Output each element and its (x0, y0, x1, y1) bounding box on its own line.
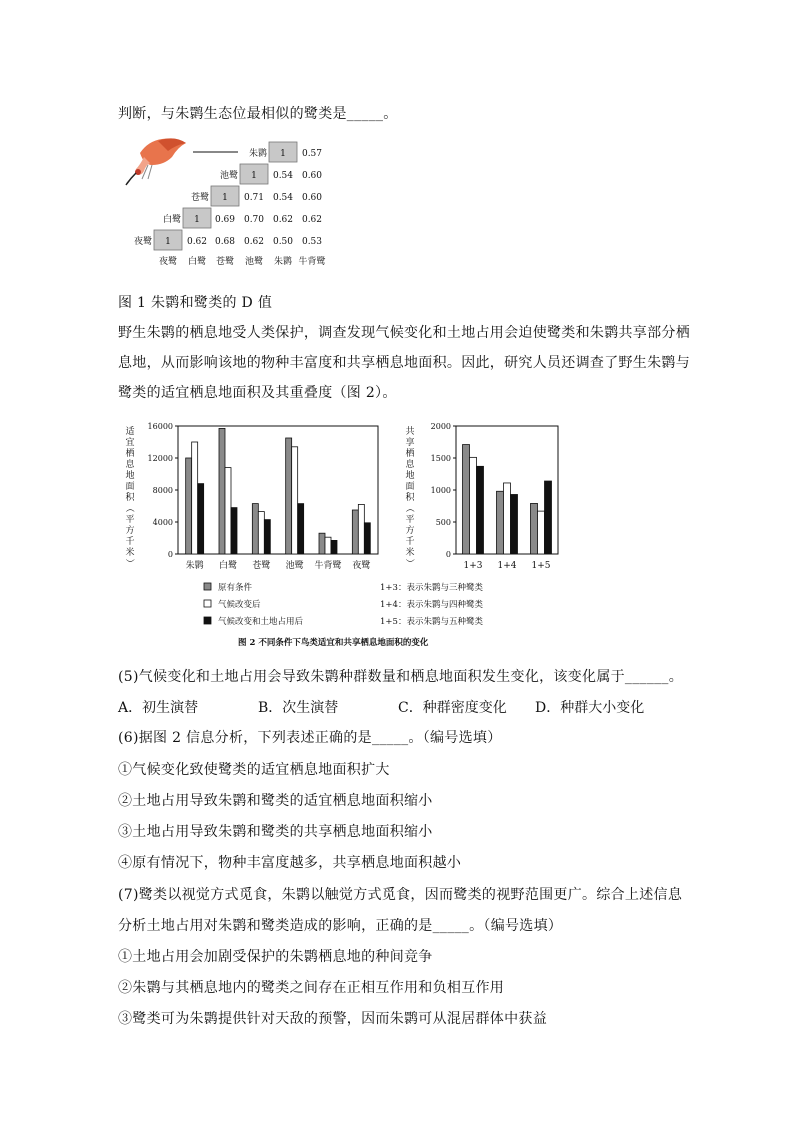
row-label: 白鹭 (162, 215, 181, 225)
d-value: 0.70 (243, 215, 265, 225)
bar (497, 491, 504, 554)
d-value: 0.60 (301, 193, 323, 203)
x-tick-label: 1+4 (497, 561, 517, 571)
y-axis-label-char: 息 (125, 460, 135, 470)
bar (331, 540, 337, 554)
q7-item-3: ③鹭类可为朱鹮提供针对天敌的预警，因而朱鹮可从混居群体中获益 (118, 1011, 547, 1027)
figure2 (118, 416, 568, 656)
q7-item-2: ②朱鹮与其栖息地内的鹭类之间存在正相互作用和负相互作用 (118, 980, 505, 996)
q6-item-4: ④原有情况下，物种丰富度越多，共享栖息地面积越小 (118, 855, 462, 871)
y-axis-label-char: 栖 (125, 449, 135, 459)
col-label: 朱鹮 (273, 257, 293, 267)
d-value: 0.62 (301, 215, 323, 225)
y-axis-label-char: 地 (405, 471, 415, 481)
x-tick-label: 夜鹭 (352, 561, 371, 571)
q5-option-c[interactable]: C．种群密度变化 (398, 700, 507, 716)
bar (545, 481, 552, 554)
d-value: 0.53 (301, 237, 323, 247)
y-tick-label: 500 (435, 518, 451, 527)
y-axis-label-char: （ (124, 503, 134, 513)
x-tick-label: 1+3 (463, 561, 483, 571)
q5-option-d[interactable]: D．种群大小变化 (535, 700, 645, 716)
figure2-svg (118, 416, 568, 656)
bar (463, 445, 470, 554)
y-axis-label-char: 面 (125, 482, 135, 492)
d-value: 0.71 (243, 193, 265, 203)
plot-frame (178, 426, 378, 554)
d-value: 0.68 (214, 237, 236, 247)
q6-stem: (6)据图 2 信息分析，下列表述正确的是_____。（编号选填） (118, 730, 502, 746)
legend-swatch (204, 617, 211, 624)
d-value: 1 (194, 215, 200, 225)
legend-label: 气候改变和土地占用后 (218, 617, 304, 627)
bar (292, 447, 298, 554)
bar-chart-2 (404, 422, 558, 571)
x-tick-label: 朱鹮 (185, 561, 204, 571)
y-axis-label-char: 千 (125, 537, 135, 547)
col-label: 夜鹭 (158, 257, 178, 267)
d-value: 0.54 (272, 171, 294, 181)
bar (264, 520, 270, 554)
bar (470, 457, 477, 554)
figure1-svg (118, 135, 358, 275)
q7-stem-2: 分析土地占用对朱鹮和鹭类造成的影响，正确的是_____。（编号选填） (118, 918, 563, 934)
q6-item-1: ①气候变化致使鹭类的适宜栖息地面积扩大 (118, 762, 390, 778)
legend-note: 1+3：表示朱鹮与三种鹭类 (380, 583, 483, 593)
legend-swatch (204, 600, 211, 607)
legend-label: 原有条件 (218, 583, 253, 593)
y-axis-label-char: 共 (405, 427, 415, 437)
bar (352, 510, 358, 554)
bar (511, 494, 518, 554)
y-axis-label-char: 积 (125, 493, 135, 503)
d-value: 1 (165, 237, 171, 247)
para-line-1: 野生朱鹮的栖息地受人类保护，调查发现气候变化和土地占用会迫使鹭类和朱鹮共享部分栖 (118, 325, 690, 341)
para-line-3: 鹭类的适宜栖息地面积及其重叠度（图 2）。 (118, 385, 397, 401)
bar (538, 511, 545, 554)
y-tick-label: 4000 (152, 518, 173, 527)
d-value: 0.57 (301, 149, 323, 159)
col-label: 池鹭 (244, 257, 264, 267)
y-axis-label-char: ） (124, 558, 134, 568)
y-tick-label: 1000 (430, 486, 451, 495)
y-axis-label-char: 米 (405, 548, 415, 558)
q5-option-a[interactable]: A．初生演替 (118, 700, 199, 716)
x-tick-label: 1+5 (531, 561, 551, 571)
bar (364, 523, 370, 554)
d-value: 0.50 (272, 237, 294, 247)
y-tick-label: 2000 (430, 422, 451, 431)
d-value: 0.54 (272, 193, 294, 203)
d-value: 0.62 (243, 237, 265, 247)
q6-item-2: ②土地占用导致朱鹮和鹭类的适宜栖息地面积缩小 (118, 793, 433, 809)
y-axis-label-char: 地 (125, 471, 135, 481)
bar (252, 504, 258, 554)
legend-note: 1+5：表示朱鹮与五种鹭类 (380, 617, 483, 627)
intro-line: 判断，与朱鹮生态位最相似的鹭类是_____。 (118, 106, 398, 122)
y-tick-label: 12000 (147, 454, 173, 463)
x-tick-label: 苍鹭 (252, 561, 271, 571)
d-value: 0.60 (301, 171, 323, 181)
bar (231, 508, 237, 554)
row-label: 朱鹮 (248, 149, 267, 159)
row-label: 夜鹭 (133, 237, 152, 247)
d-value: 0.62 (186, 237, 208, 247)
bar (192, 442, 198, 554)
legend-swatch (204, 583, 211, 590)
y-axis-label-char: ） (404, 558, 414, 568)
bar-chart-1 (124, 422, 378, 571)
bar (358, 504, 364, 554)
ibis-bird-icon (126, 138, 186, 185)
y-axis-label-char: 栖 (405, 449, 415, 459)
d-value: 0.69 (214, 215, 236, 225)
bar (225, 468, 231, 554)
y-axis-label-char: 息 (405, 460, 415, 470)
y-tick-label: 16000 (147, 422, 173, 431)
y-axis-label-char: 面 (405, 482, 415, 492)
y-axis-label-char: 千 (405, 537, 415, 547)
bar (298, 504, 304, 554)
bar (325, 537, 331, 554)
q7-item-1: ①土地占用会加剧受保护的朱鹮栖息地的种间竞争 (118, 949, 433, 965)
bar (319, 533, 325, 554)
y-axis-label-char: 米 (125, 548, 135, 558)
bar (477, 466, 484, 554)
d-value: 1 (280, 149, 286, 159)
d-value: 1 (251, 171, 257, 181)
x-tick-label: 白鹭 (218, 561, 238, 571)
row-label: 池鹭 (219, 171, 238, 181)
col-label: 白鹭 (187, 257, 207, 267)
para-line-2: 息地，从而影响该地的物种丰富度和共享栖息地面积。因此，研究人员还调查了野生朱鹮与 (118, 355, 690, 371)
q7-stem-1: (7)鹭类以视觉方式觅食，朱鹮以触觉方式觅食，因而鹭类的视野范围更广。综合上述信息 (118, 887, 683, 903)
y-tick-label: 0 (167, 550, 173, 559)
y-tick-label: 1500 (430, 454, 451, 463)
bar (531, 503, 538, 554)
y-axis-label-char: 平 (125, 515, 135, 525)
q5-stem: (5)气候变化和土地占用会导致朱鹮种群数量和栖息地面积发生变化，该变化属于______。 (118, 669, 684, 685)
y-tick-label: 8000 (152, 486, 173, 495)
figure2-caption: 图 2 不同条件下鸟类适宜和共享栖息地面积的变化 (238, 638, 429, 648)
y-axis-label-char: 方 (405, 526, 415, 536)
y-tick-label: 0 (445, 550, 451, 559)
figure1 (118, 135, 358, 275)
x-tick-label: 牛背鹭 (314, 561, 342, 571)
y-axis-label-char: 宜 (125, 438, 135, 448)
col-label: 牛背鹭 (298, 257, 326, 267)
bar (198, 484, 204, 554)
q5-option-b[interactable]: B．次生演替 (258, 700, 339, 716)
legend-note: 1+4：表示朱鹮与四种鹭类 (380, 600, 483, 610)
row-label: 苍鹭 (190, 193, 209, 203)
y-axis-label-char: （ (404, 503, 414, 513)
figure1-caption: 图 1 朱鹮和鹭类的 D 值 (118, 295, 273, 311)
bar (258, 512, 264, 554)
y-axis-label-char: 适 (125, 427, 135, 437)
q6-item-3: ③土地占用导致朱鹮和鹭类的共享栖息地面积缩小 (118, 824, 433, 840)
bar (219, 428, 225, 554)
y-axis-label-char: 积 (405, 493, 415, 503)
y-axis-label-char: 平 (405, 515, 415, 525)
bar (286, 438, 292, 554)
x-tick-label: 池鹭 (285, 561, 304, 571)
bar (186, 458, 192, 554)
col-label: 苍鹭 (215, 257, 235, 267)
y-axis-label-char: 享 (405, 438, 415, 448)
bar (504, 483, 511, 554)
d-value: 1 (222, 193, 228, 203)
d-value: 0.62 (272, 215, 294, 225)
y-axis-label-char: 方 (125, 526, 135, 536)
legend-label: 气候改变后 (218, 600, 261, 610)
